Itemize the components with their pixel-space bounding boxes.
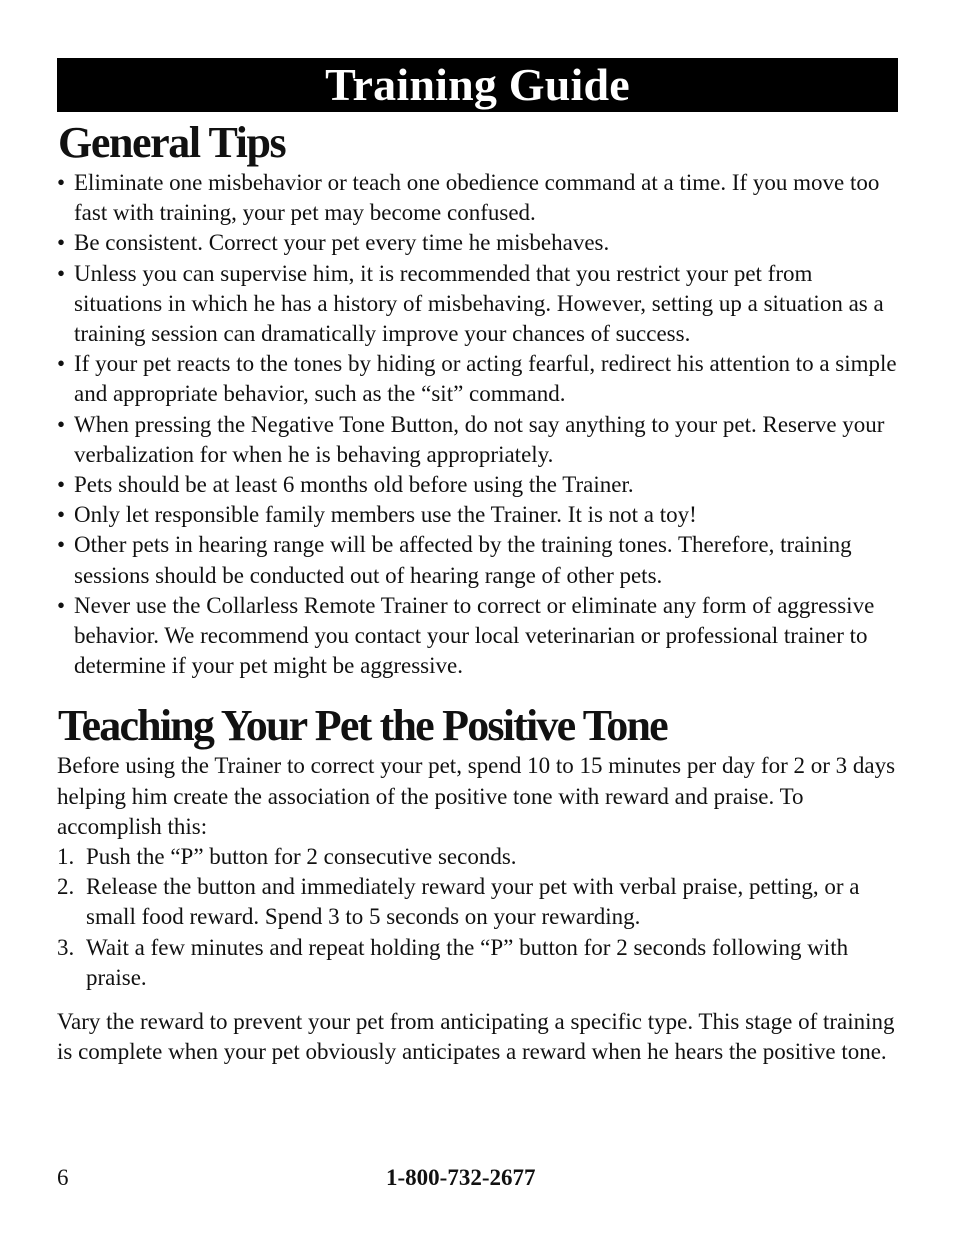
general-tips-list xyxy=(57,168,898,681)
step-text: Wait a few minutes and repeat holding the “P” button for 2 seconds following with praise. xyxy=(86,934,849,990)
tip-item xyxy=(57,591,898,682)
bullet-icon: • xyxy=(57,260,66,286)
tip-item xyxy=(57,410,898,470)
positive-tone-heading: Teaching Your Pet the Positive Tone xyxy=(58,701,667,751)
step-number: 3. xyxy=(57,934,75,960)
tip-text: When pressing the Negative Tone Button, do not say anything to your pet. Reserve your verbalization for when he is behaving appropriately. xyxy=(74,411,885,467)
tip-item xyxy=(57,259,898,350)
tip-text: Unless you can supervise him, it is recommended that you restrict your pet from situations in which he has a history of misbehaving. However, setting up a situation as a training session can dramatically improve your chances of success. xyxy=(74,260,884,347)
training-steps-list xyxy=(57,842,898,993)
tip-text: If your pet reacts to the tones by hiding or acting fearful, redirect his attention to a simple and appropriate behavior, such as the “sit” command. xyxy=(74,351,897,407)
bullet-icon: • xyxy=(57,170,66,195)
page-number: 6 xyxy=(57,1165,69,1190)
step-item xyxy=(57,842,898,872)
tip-item xyxy=(57,500,898,530)
tip-text: Eliminate one misbehavior or teach one obedience command at a time. If you move too fast with training, your pet may become confused. xyxy=(74,170,880,226)
step-item xyxy=(57,872,898,932)
bullet-icon: • xyxy=(57,230,66,256)
support-phone-number: 1-800-732-2677 xyxy=(386,1165,536,1190)
bullet-icon: • xyxy=(57,502,66,528)
bullet-icon: • xyxy=(57,351,66,377)
tip-text: Never use the Collarless Remote Trainer to correct or eliminate any form of aggressive behavior. We recommend you contact your local veterinarian or professional trainer to determine if your pet might be aggressive. xyxy=(74,592,875,679)
manual-page xyxy=(57,58,898,1067)
general-tips-heading: General Tips xyxy=(58,118,286,167)
tip-text: Only let responsible family members use the Trainer. It is not a toy! xyxy=(74,502,697,528)
tip-text: Other pets in hearing range will be affected by the training tones. Therefore, training sessions should be conducted out of hearing range of other pets. xyxy=(74,532,852,588)
page-footer xyxy=(57,1163,898,1193)
positive-tone-closing: Vary the reward to prevent your pet from anticipating a specific type. This stage of training is complete when your pet obviously anticipates a reward when he hears the positive tone. xyxy=(57,1009,895,1065)
title-banner xyxy=(57,58,898,112)
step-text: Release the button and immediately reward your pet with verbal praise, petting, or a small food reward. Spend 3 to 5 seconds on your rewarding. xyxy=(86,874,860,930)
banner-title: Training Guide xyxy=(325,59,630,110)
tip-item xyxy=(57,349,898,409)
positive-tone-section xyxy=(57,751,898,1067)
step-number: 1. xyxy=(57,844,75,870)
tip-text: Be consistent. Correct your pet every time he misbehaves. xyxy=(74,230,610,256)
positive-tone-intro: Before using the Trainer to correct your pet, spend 10 to 15 minutes per day for 2 or 3 days helping him create the association of the positive tone with reward and praise. To accomplish this: xyxy=(57,753,896,839)
bullet-icon: • xyxy=(57,411,66,437)
tip-item xyxy=(57,470,898,500)
tip-item xyxy=(57,530,898,590)
step-item xyxy=(57,933,898,993)
step-number: 2. xyxy=(57,874,75,900)
tip-item xyxy=(57,228,898,258)
bullet-icon: • xyxy=(57,472,66,498)
bullet-icon: • xyxy=(57,592,66,618)
tip-item xyxy=(57,168,898,228)
step-text: Push the “P” button for 2 consecutive seconds. xyxy=(86,844,517,870)
bullet-icon: • xyxy=(57,532,66,558)
tip-text: Pets should be at least 6 months old before using the Trainer. xyxy=(74,472,634,498)
